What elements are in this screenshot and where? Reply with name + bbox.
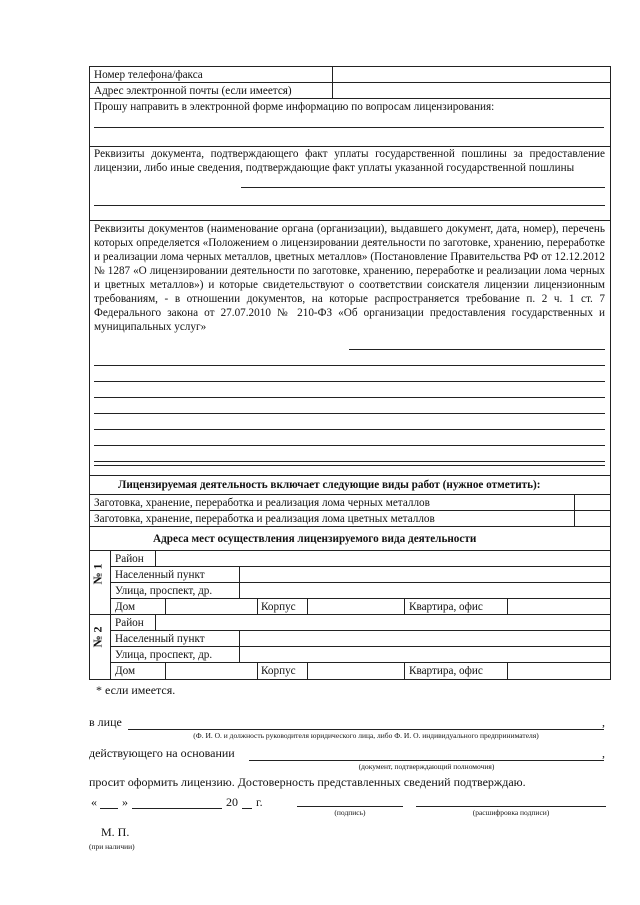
state-fee-line-2[interactable] (94, 205, 605, 206)
request-text: просит оформить лицензию. Достоверность представленных сведений подтверждаю. (89, 775, 526, 789)
address-1-district-field[interactable] (156, 551, 610, 566)
documents-line-6[interactable] (94, 429, 605, 430)
application-form-table (89, 66, 611, 680)
documents-line-9[interactable] (94, 465, 605, 466)
address-2-house-label: Дом (115, 665, 136, 677)
documents-line-3[interactable] (94, 381, 605, 382)
address-2-number: № 2 (90, 626, 105, 648)
email-label: Адрес электронной почты (если имеется) (94, 85, 292, 97)
address-2-house-field[interactable] (166, 663, 257, 679)
documents-line-2[interactable] (94, 365, 605, 366)
address-2-district-label: Район (115, 617, 144, 629)
stamp-label: М. П. (101, 825, 130, 839)
documents-text: Реквизиты документов (наименование органа (организации), выдавшего документ, дата, номер), перечень которых определяется «Положением о лицензировании деятельности по заготовке, хранению, переработке и реализации лома черных металлов, цветных металлов» (Постановление Правительства РФ от 12.12.2012 № 1287 «О лицензировании деятельности по заготовке, хранению, переработке и реализации лома черных и цветных металлов») и которые свидетельствуют о соответствии соискателя лицензии лицензионным требованиям, - в отношении документов, на которые распространяется требование п. 2 ч. 1 ст. 7 Федерального закона от 27.07.2010 № 210-ФЗ «Об организации предоставления государственных и муниципальных услуг» (94, 223, 605, 333)
basis-comma: , (602, 746, 605, 760)
address-1-building-field[interactable] (308, 599, 404, 613)
address-2-street-field[interactable] (240, 647, 610, 662)
state-fee-text: Реквизиты документа, подтверждающего факт уплаты государственной пошлины за предоставление лицензии, либо иные сведения, подтверждающие факт уплаты указанной государственной пошлины (94, 148, 605, 174)
basis-caption: (документ, подтверждающий полномочия) (358, 762, 495, 771)
address-2-street-label: Улица, проспект, др. (115, 649, 213, 661)
basis-line[interactable] (249, 760, 604, 761)
documents-line-5[interactable] (94, 413, 605, 414)
documents-line-8[interactable] (94, 461, 605, 462)
stamp-caption: (при наличии) (89, 842, 135, 851)
documents-line-4[interactable] (94, 397, 605, 398)
address-1-building-label: Корпус (261, 601, 296, 613)
work-nonferrous-checkbox[interactable] (575, 511, 610, 526)
electronic-request-label: Прошу направить в электронной форме информацию по вопросам лицензирования: (94, 101, 495, 113)
documents-line-7[interactable] (94, 445, 605, 446)
phone-label: Номер телефона/факса (94, 69, 203, 81)
signature-decode-caption: (расшифровка подписи) (472, 808, 550, 817)
date-month-line[interactable] (132, 808, 222, 809)
works-header: Лицензируемая деятельность включает следующие виды работ (нужное отметить): (118, 479, 541, 491)
work-nonferrous-label: Заготовка, хранение, переработка и реализация лома цветных металлов (94, 513, 435, 525)
address-1-house-field[interactable] (166, 599, 257, 613)
address-1-house-label: Дом (115, 601, 136, 613)
electronic-request-line[interactable] (94, 127, 604, 128)
date-open-quote: « (91, 795, 97, 809)
date-year-line[interactable] (242, 808, 252, 809)
footnote: * если имеется. (96, 683, 176, 697)
person-comma: , (602, 715, 605, 729)
address-2-settlement-label: Населенный пункт (115, 633, 205, 645)
address-1-district-label: Район (115, 553, 144, 565)
date-year-prefix: 20 (226, 795, 238, 809)
address-2-apartment-field[interactable] (508, 663, 610, 679)
documents-line-1[interactable] (349, 349, 605, 350)
person-caption: (Ф. И. О. и должность руководителя юридического лица, либо Ф. И. О. индивидуального предпринимателя) (193, 731, 539, 740)
addresses-header: Адреса мест осуществления лицензируемого вида деятельности (153, 533, 477, 545)
address-2-building-field[interactable] (308, 663, 404, 679)
address-1-apartment-label: Квартира, офис (409, 601, 483, 613)
date-year-suffix: г. (256, 795, 263, 809)
person-prefix: в лице (89, 715, 122, 729)
address-1-street-field[interactable] (240, 583, 610, 598)
date-close-quote: » (122, 795, 128, 809)
address-1-apartment-field[interactable] (508, 599, 610, 613)
basis-prefix: действующего на основании (89, 746, 235, 760)
address-2-building-label: Корпус (261, 665, 296, 677)
address-2-settlement-field[interactable] (240, 631, 610, 646)
work-ferrous-label: Заготовка, хранение, переработка и реализация лома черных металлов (94, 497, 430, 509)
state-fee-line-1[interactable] (241, 187, 605, 188)
address-2-apartment-label: Квартира, офис (409, 665, 483, 677)
date-day-line[interactable] (100, 808, 118, 809)
person-line[interactable] (128, 729, 604, 730)
work-ferrous-checkbox[interactable] (575, 495, 610, 510)
address-1-settlement-field[interactable] (240, 567, 610, 582)
signature-caption: (подпись) (334, 808, 366, 817)
address-1-number: № 1 (90, 563, 105, 585)
signature-decode-line[interactable] (416, 806, 606, 807)
signature-line[interactable] (297, 806, 403, 807)
address-2-district-field[interactable] (156, 615, 610, 629)
address-1-street-label: Улица, проспект, др. (115, 585, 213, 597)
address-1-settlement-label: Населенный пункт (115, 569, 205, 581)
